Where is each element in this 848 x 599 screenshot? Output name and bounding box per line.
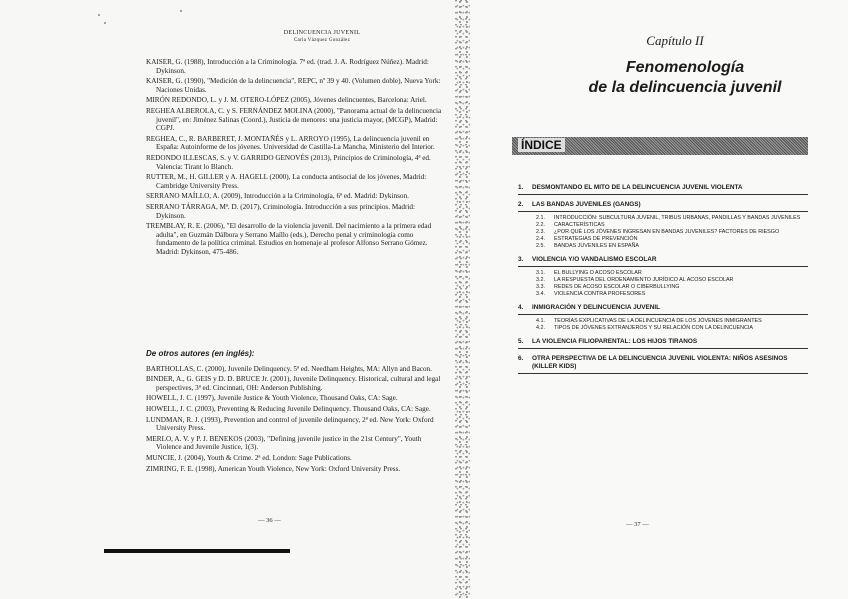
running-head-title: DELINCUENCIA JUVENIL xyxy=(283,30,361,36)
toc-subsection-title: REDES DE ACOSO ESCOLAR O CIBERBULLYING xyxy=(554,284,680,290)
bibliography-entry: TREMBLAY, R. E. (2006), "El desarrollo de la violencia juvenil. Del nacimiento a la primera edad adulta", en Guzmán Dálbora y Serrano Maíllo (eds.), Derecho penal y criminología como fundamento de la política criminal. Estudios en homenaje al profesor Alfonso Serrano Gómez. Madrid: Dykinson, 475-486. xyxy=(146,222,432,256)
toc-subsection-number: 4.2. xyxy=(536,325,545,331)
toc-subsection-title: ¿POR QUÉ LOS JÓVENES INGRESAN EN BANDAS JUVENILES? FACTORES DE RIESGO xyxy=(554,229,780,235)
toc-subsection xyxy=(536,270,808,277)
toc-subsection-title: CARACTERÍSTICAS xyxy=(554,222,605,228)
toc-section xyxy=(518,184,808,195)
scan-speck xyxy=(180,10,182,12)
toc-section xyxy=(518,304,808,315)
toc-section-number: 4. xyxy=(518,304,524,311)
toc-subsection-title: TIPOS DE JÓVENES EXTRANJEROS Y SU RELACIÓN CON LA DELINCUENCIA xyxy=(554,325,754,331)
page-number-left: — 36 — xyxy=(258,517,281,524)
bibliography-entry: BARTHOLLAS, C. (2000), Juvenile Delinquency. 5ª ed. Needham Heights, MA: Allyn and Bacon. xyxy=(146,364,432,373)
toc-subsection-title: BANDAS JUVENILES EN ESPAÑA xyxy=(554,243,639,249)
bibliography-entry: ZIMRING, F. E. (1998), American Youth Violence, New York: Oxford University Press. xyxy=(146,464,401,473)
toc-subsection-title: INTRODUCCIÓN: SUBCULTURA JUVENIL, TRIBUS URBANAS, PANDILLAS Y BANDAS JUVENILES xyxy=(554,215,801,221)
toc-subsection xyxy=(536,291,808,298)
page-number-right: — 37 — xyxy=(626,521,649,528)
other-authors-heading: De otros autores (en inglés): xyxy=(146,349,255,358)
toc-subsection xyxy=(536,325,808,332)
toc-section xyxy=(518,256,808,267)
bibliography-entry: REGHEA, C., R. BARBERET, J. MONTAÑÉS y L. ARROYO (1995), La delincuencia juvenil en España: Autoinforme de los jóvenes. Universidad de Castilla-La Mancha, Ministerio del Interior. xyxy=(146,134,435,152)
bibliography-entry: MUNCIE, J. (2004), Youth & Crime. 2ª ed. London: Sage Publications. xyxy=(146,453,352,462)
toc-subsection-number: 2.5. xyxy=(536,243,545,249)
toc-subsection-number: 3.1. xyxy=(536,270,545,276)
running-head-author: Carla Vázquez González xyxy=(293,38,351,43)
toc-subsection-number: 3.4. xyxy=(536,291,545,297)
toc-subsection-title: VIOLENCIA CONTRA PROFESORES xyxy=(554,291,646,297)
bibliography-entry: REGHEA ALBEROLA, C. y S. FERNÁNDEZ MOLINA (2000), "Panorama actual de la delincuencia juvenil", en: Jiménez Salinas (Coord.), Justicia de menores: una justicia mayor, (MCGP), Madrid: CGPJ. xyxy=(146,106,442,133)
bibliography-list xyxy=(146,58,446,258)
bibliography-entry: HOWELL, J. C. (1997), Juvenile Justice & Youth Violence, Thousand Oaks, CA: Sage. xyxy=(146,394,398,403)
chapter-title xyxy=(560,58,810,98)
toc-subsection xyxy=(536,284,808,291)
toc-subsection xyxy=(536,236,808,243)
scan-edge-rule xyxy=(104,549,290,553)
toc-subsection-number: 2.2. xyxy=(536,222,545,228)
toc-section xyxy=(518,355,808,374)
bibliography-entry: RUTTER, M., H. GILLER y A. HAGELL (2000), La conducta antisocial de los jóvenes, Madrid: Cambridge University Press. xyxy=(146,173,427,190)
toc-section-number: 6. xyxy=(518,355,524,362)
toc-section xyxy=(518,201,808,212)
toc-subsection-number: 2.4. xyxy=(536,236,545,242)
toc-subsection-number: 3.3. xyxy=(536,284,545,290)
toc-subsection-title: LA RESPUESTA DEL ORDENAMIENTO JURÍDICO AL ACOSO ESCOLAR xyxy=(554,277,734,283)
toc-section-title: OTRA PERSPECTIVA DE LA DELINCUENCIA JUVENIL VIOLENTA: NIÑOS ASESINOS (KILLER KIDS) xyxy=(532,355,788,370)
chapter-title-line1: Fenomenología xyxy=(625,59,745,76)
toc-section xyxy=(518,338,808,349)
toc-subsection xyxy=(536,318,808,325)
bibliography-entry: MERLO, A. V. y P. J. BENEKOS (2003), "Defining juvenile justice in the 21st Century", Youth Violence and Juvenile Justice, 1(3). xyxy=(146,434,422,452)
other-authors-section xyxy=(146,342,446,475)
running-head xyxy=(262,30,382,44)
index-label: ÍNDICE xyxy=(518,138,565,152)
bibliography-entry: HOWELL, J. C. (2003), Preventing & Reducing Juvenile Delinquency. Thousand Oaks, CA: Sage. xyxy=(146,404,431,413)
toc-subsection-title: TEORÍAS EXPLICATIVAS DE LA DELINCUENCIA DE LOS JÓVENES INMIGRANTES xyxy=(554,318,762,324)
toc-subsection xyxy=(536,215,808,222)
toc-section-title: VIOLENCIA Y/O VANDALISMO ESCOLAR xyxy=(532,256,657,263)
toc-subsection-number: 4.1. xyxy=(536,318,545,324)
toc-subsection-title: ESTRATEGIAS DE PREVENCIÓN xyxy=(554,236,638,242)
toc-section-number: 1. xyxy=(518,184,524,191)
toc-subsection-number: 2.1. xyxy=(536,215,545,221)
toc-section-number: 3. xyxy=(518,256,524,263)
bibliography-entry: REDONDO ILLESCAS, S. y V. GARRIDO GENOVÉS (2013), Principios de Criminología, 4ª ed. Valencia: Tirant lo Blanch. xyxy=(146,153,431,171)
toc-section-title: INMIGRACIÓN Y DELINCUENCIA JUVENIL xyxy=(532,304,661,311)
toc-subsection xyxy=(536,277,808,284)
toc-subsection-number: 3.2. xyxy=(536,277,545,283)
toc-subsection-number: 2.3. xyxy=(536,229,545,235)
bibliography-entry: MIRÓN REDONDO, L. y J. M. OTERO-LÓPEZ (2005), Jóvenes delincuentes, Barcelona: Ariel. xyxy=(146,96,427,105)
bibliography-entry: BINDER, A., G. GEIS y D. D. BRUCE Jr. (2001), Juvenile Delinquency. Historical, cultural and legal perspectives, 3ª ed. Cincinnati, OH: Anderson Publishing. xyxy=(146,375,441,392)
toc-subsection xyxy=(536,243,808,250)
bibliography-entry: KAISER, G. (1988), Introducción a la Criminología. 7ª ed. (trad. J. A. Rodríguez Núñez). Madrid: Dykinson. xyxy=(146,58,429,75)
toc-section-number: 2. xyxy=(518,201,524,208)
toc-section-title: DESMONTANDO EL MITO DE LA DELINCUENCIA JUVENIL VIOLENTA xyxy=(532,184,743,191)
bibliography-entry: SERRANO TÁRRAGA, Mª. D. (2017), Criminología. Introducción a sus principios. Madrid: Dykinson. xyxy=(146,202,415,220)
toc-section-title: LAS BANDAS JUVENILES (GANGS) xyxy=(532,201,641,208)
bibliography-entry: KAISER, G. (1990), "Medición de la delincuencia", REPC, nº 39 y 40. (Volumen doble), Nueva York: Naciones Unidas. xyxy=(146,77,441,94)
bibliography-entry: SERRANO MAÍLLO, A. (2009), Introducción a la Criminología, 6ª ed. Madrid: Dykinson. xyxy=(146,192,409,201)
scan-speck xyxy=(98,14,100,16)
toc-subsection xyxy=(536,229,808,236)
chapter-label: Capítulo II xyxy=(646,33,704,48)
table-of-contents xyxy=(518,184,808,374)
scan-speck xyxy=(104,22,106,24)
toc-section-title: LA VIOLENCIA FILIOPARENTAL: LOS HIJOS TIRANOS xyxy=(532,338,698,345)
toc-subsection xyxy=(536,222,808,229)
index-banner xyxy=(512,137,808,155)
toc-section-number: 5. xyxy=(518,338,524,345)
toc-subsection-title: EL BULLYING O ACOSO ESCOLAR xyxy=(554,270,642,276)
chapter-title-line2: de la delincuencia juvenil xyxy=(588,79,782,96)
bibliography-entry: LUNDMAN, R. J. (1993), Prevention and control of juvenile delinquency, 2ª ed. New York: Oxford University Press. xyxy=(146,415,434,433)
